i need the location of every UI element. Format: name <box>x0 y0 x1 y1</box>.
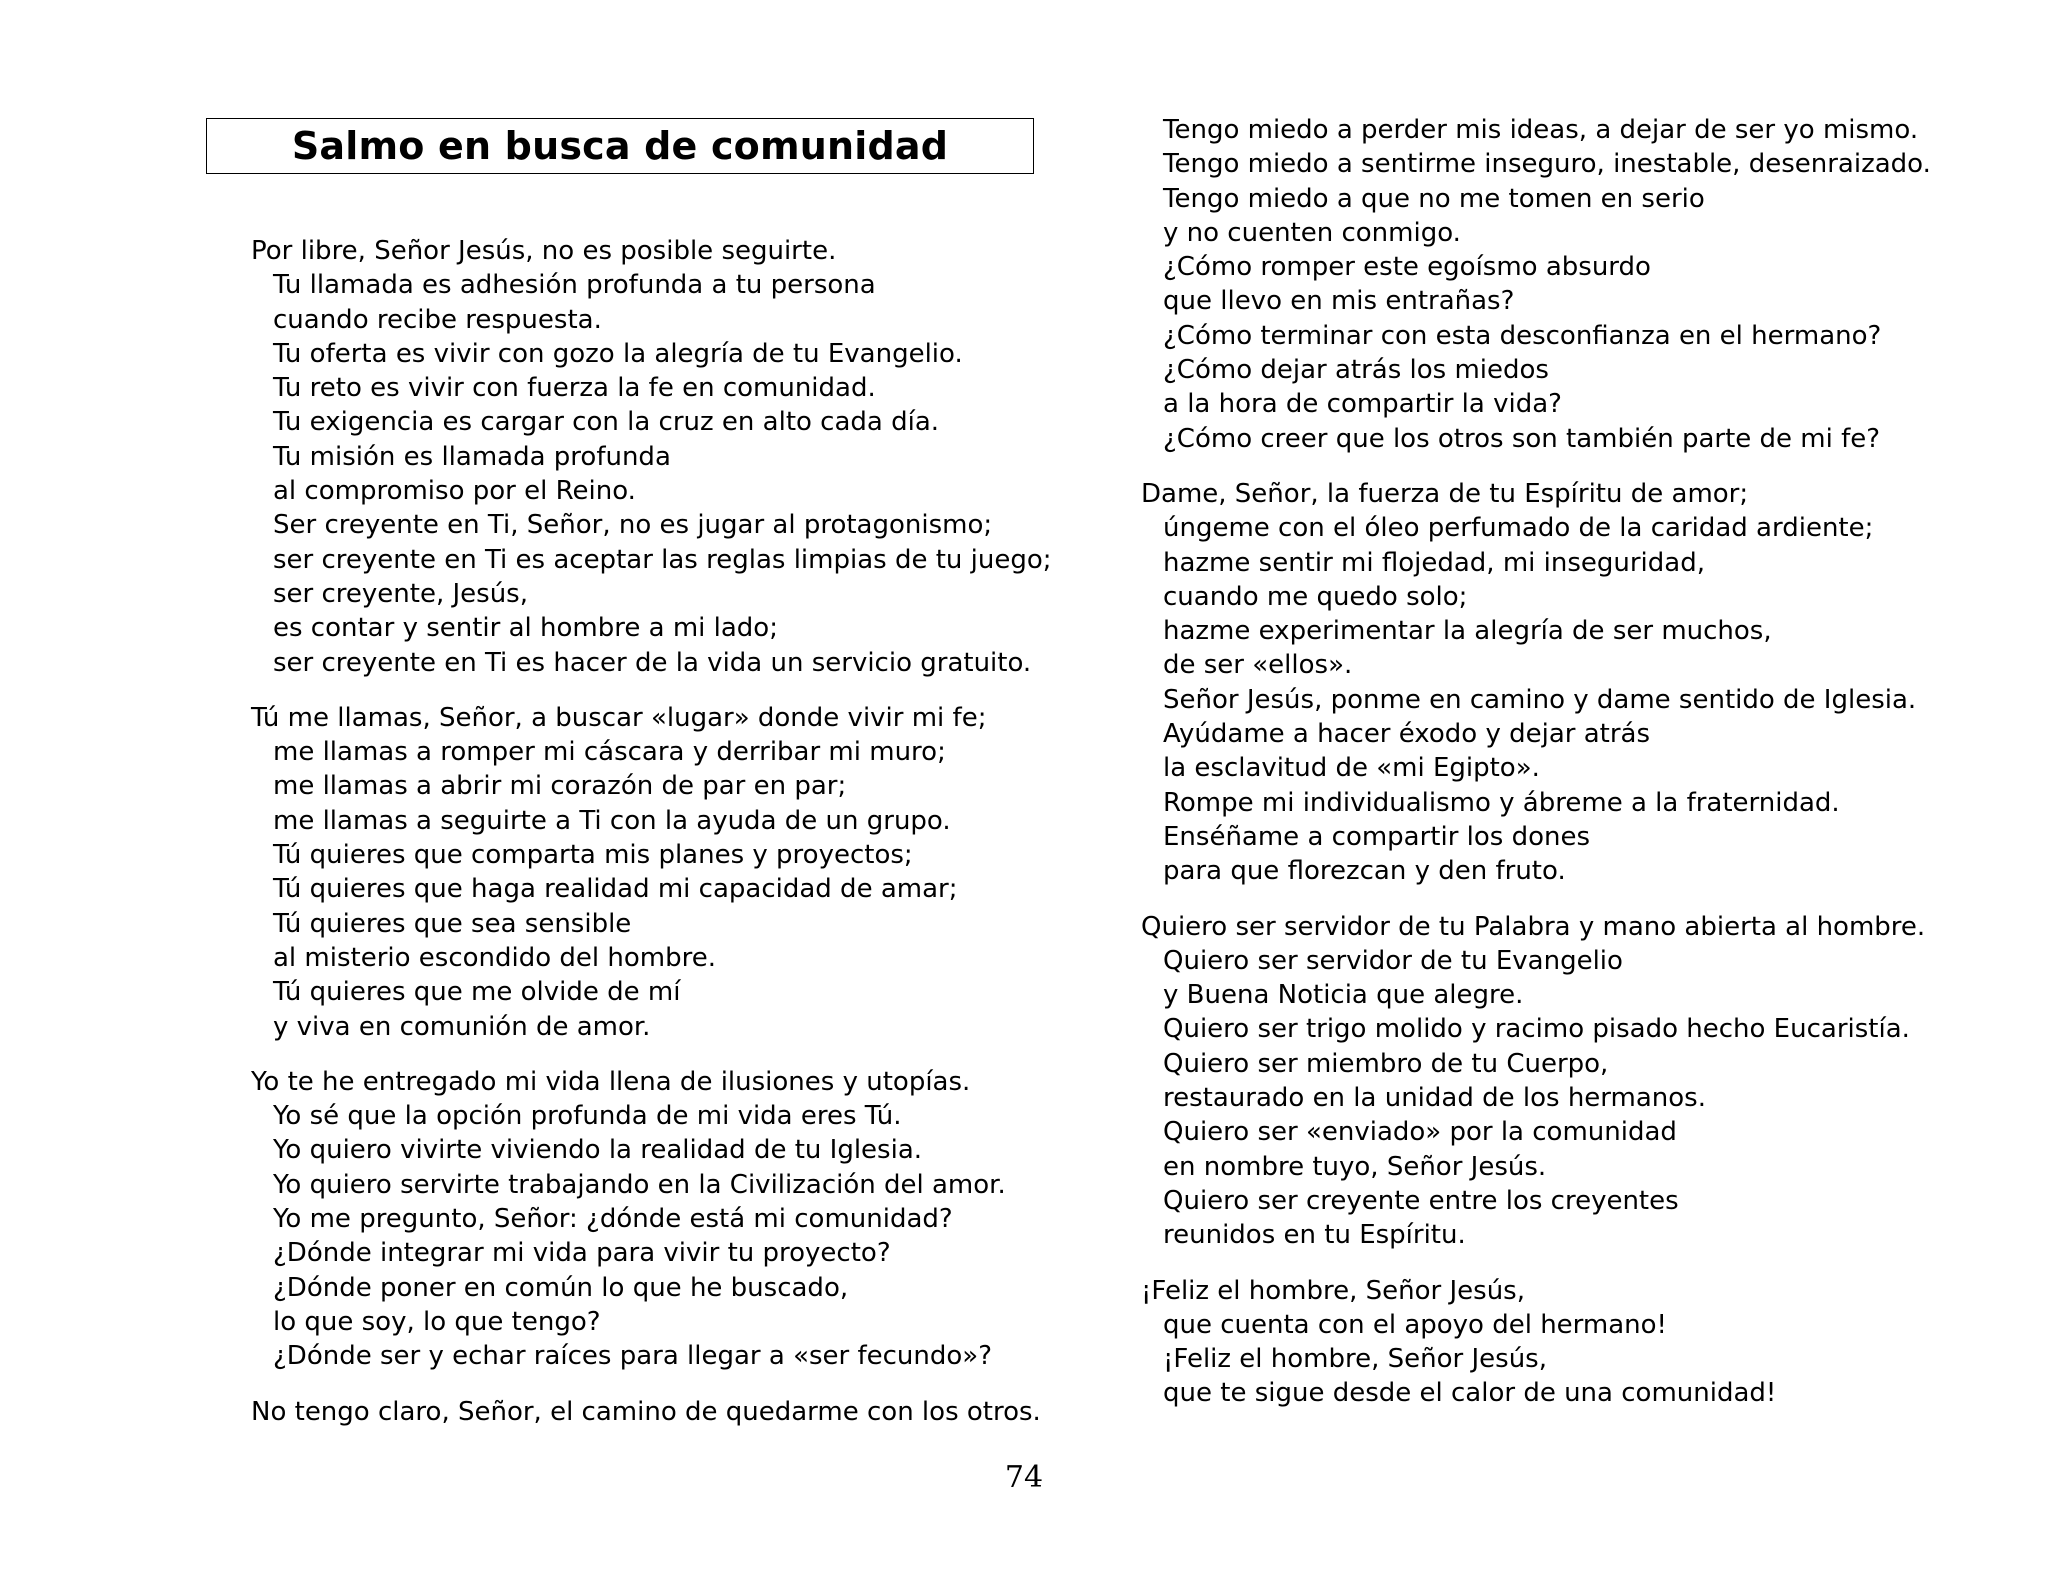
stanza-line: Tú quieres que sea sensible <box>273 908 632 939</box>
stanza-first-line: Yo te he entregado mi vida llena de ilusiones y utopías. <box>251 1066 971 1097</box>
left-column <box>251 234 1052 1450</box>
stanza-line: ¡Feliz el hombre, Señor Jesús, <box>1163 1344 1547 1375</box>
stanza-first-line: Dame, Señor, la fuerza de tu Espíritu de amor; <box>1141 478 1749 509</box>
stanza-line: ¿Dónde integrar mi vida para vivir tu proyecto? <box>273 1238 891 1269</box>
stanza-line: Tengo miedo a que no me tomen en serio <box>1163 183 1705 214</box>
stanza-line: y Buena Noticia que alegre. <box>1163 980 1524 1011</box>
stanza-line: ser creyente en Ti es aceptar las reglas limpias de tu juego; <box>273 544 1052 575</box>
stanza <box>1141 113 1931 456</box>
stanza <box>251 701 1052 1044</box>
stanza-line: y no cuenten conmigo. <box>1163 217 1461 248</box>
stanza-line: Enséñame a compartir los dones <box>1163 821 1591 852</box>
stanza-line: es contar y sentir al hombre a mi lado; <box>273 613 778 644</box>
stanza-line: Tu exigencia es cargar con la cruz en alto cada día. <box>273 407 940 438</box>
stanza-line: Tengo miedo a sentirme inseguro, inestable, desenraizado. <box>1163 149 1931 180</box>
right-column <box>1141 113 1931 1432</box>
stanza-line: restaurado en la unidad de los hermanos. <box>1163 1083 1706 1114</box>
page-number: 74 <box>1004 1460 1044 1495</box>
stanza-line: Rompe mi individualismo y ábreme a la fraternidad. <box>1163 787 1840 818</box>
stanza-first-line: No tengo claro, Señor, el camino de quedarme con los otros. <box>251 1396 1041 1427</box>
stanza-line: Ser creyente en Ti, Señor, no es jugar al protagonismo; <box>273 510 993 541</box>
stanza-line: Quiero ser creyente entre los creyentes <box>1163 1185 1679 1216</box>
stanza-line: Yo quiero servirte trabajando en la Civilización del amor. <box>273 1169 1006 1200</box>
stanza <box>251 1395 1052 1429</box>
stanza-line: al misterio escondido del hombre. <box>273 942 717 973</box>
stanza-line: que llevo en mis entrañas? <box>1163 286 1515 317</box>
stanza-line: ser creyente en Ti es hacer de la vida un servicio gratuito. <box>273 647 1032 678</box>
stanza-line: cuando me quedo solo; <box>1163 581 1468 612</box>
stanza <box>1141 910 1931 1253</box>
stanza-first-line: ¡Feliz el hombre, Señor Jesús, <box>1141 1275 1525 1306</box>
stanza-line: úngeme con el óleo perfumado de la caridad ardiente; <box>1163 513 1874 544</box>
stanza-line: para que florezcan y den fruto. <box>1163 856 1566 887</box>
stanza-line: Señor Jesús, ponme en camino y dame sentido de Iglesia. <box>1163 684 1917 715</box>
stanza-line: Tu llamada es adhesión profunda a tu persona <box>273 270 876 301</box>
stanza-line: de ser «ellos». <box>1163 650 1353 681</box>
stanza-line: Tu misión es llamada profunda <box>273 441 671 472</box>
stanza-line: en nombre tuyo, Señor Jesús. <box>1163 1151 1547 1182</box>
stanza-line: Quiero ser «enviado» por la comunidad <box>1163 1117 1677 1148</box>
stanza-line: me llamas a abrir mi corazón de par en par; <box>273 771 847 802</box>
stanza-line: hazme experimentar la alegría de ser muchos, <box>1163 616 1772 647</box>
stanza-first-line: Tú me llamas, Señor, a buscar «lugar» donde vivir mi fe; <box>251 702 987 733</box>
stanza-first-line: Quiero ser servidor de tu Palabra y mano abierta al hombre. <box>1141 911 1926 942</box>
stanza-line: Ayúdame a hacer éxodo y dejar atrás <box>1163 719 1651 750</box>
stanza-line: reunidos en tu Espíritu. <box>1163 1220 1466 1251</box>
stanza-line: la esclavitud de «mi Egipto». <box>1163 753 1540 784</box>
stanza-line: Tengo miedo a perder mis ideas, a dejar de ser yo mismo. <box>1163 115 1919 145</box>
stanza-line: y viva en comunión de amor. <box>273 1011 651 1042</box>
stanza-line: que cuenta con el apoyo del hermano! <box>1163 1309 1667 1340</box>
stanza-line: ¿Cómo terminar con esta desconfianza en el hermano? <box>1163 320 1882 351</box>
page-title: Salmo en busca de comunidad <box>291 124 949 168</box>
stanza-line: cuando recibe respuesta. <box>273 304 602 335</box>
stanza-line: Yo me pregunto, Señor: ¿dónde está mi comunidad? <box>273 1204 953 1235</box>
stanza-line: Tú quieres que haga realidad mi capacidad de amar; <box>273 874 958 905</box>
stanza-line: Quiero ser trigo molido y racimo pisado hecho Eucaristía. <box>1163 1014 1910 1045</box>
stanza-line: Tú quieres que me olvide de mí <box>273 977 681 1008</box>
stanza-line: Yo sé que la opción profunda de mi vida eres Tú. <box>273 1101 902 1132</box>
stanza-line: me llamas a romper mi cáscara y derribar mi muro; <box>273 737 946 768</box>
stanza-line: ¿Dónde poner en común lo que he buscado, <box>273 1272 849 1303</box>
stanza-line: ¿Cómo dejar atrás los miedos <box>1163 355 1549 386</box>
stanza-line: ser creyente, Jesús, <box>273 578 528 609</box>
stanza <box>251 234 1052 680</box>
stanza-line: a la hora de compartir la vida? <box>1163 389 1562 420</box>
stanza <box>1141 1274 1931 1411</box>
stanza-line: ¿Cómo romper este egoísmo absurdo <box>1163 252 1651 283</box>
stanza-line: lo que soy, lo que tengo? <box>273 1306 601 1337</box>
stanza-line: Tú quieres que comparta mis planes y proyectos; <box>273 840 913 871</box>
stanza-line: Yo quiero vivirte viviendo la realidad de tu Iglesia. <box>273 1135 923 1166</box>
stanza-line: Tu oferta es vivir con gozo la alegría de tu Evangelio. <box>273 338 963 369</box>
stanza <box>251 1065 1052 1374</box>
stanza-line: hazme sentir mi flojedad, mi inseguridad, <box>1163 547 1705 578</box>
title-box <box>206 118 1034 174</box>
stanza-line: Quiero ser miembro de tu Cuerpo, <box>1163 1048 1609 1079</box>
stanza-line: que te sigue desde el calor de una comunidad! <box>1163 1378 1777 1409</box>
stanza-line: Tu reto es vivir con fuerza la fe en comunidad. <box>273 373 876 404</box>
stanza-first-line: Por libre, Señor Jesús, no es posible seguirte. <box>251 236 837 266</box>
stanza-line: ¿Cómo creer que los otros son también parte de mi fe? <box>1163 423 1881 454</box>
stanza-line: al compromiso por el Reino. <box>273 476 636 507</box>
stanza-line: ¿Dónde ser y echar raíces para llegar a «ser fecundo»? <box>273 1341 992 1372</box>
stanza-line: Quiero ser servidor de tu Evangelio <box>1163 945 1623 976</box>
stanza-line: me llamas a seguirte a Ti con la ayuda de un grupo. <box>273 805 951 836</box>
stanza <box>1141 477 1931 889</box>
